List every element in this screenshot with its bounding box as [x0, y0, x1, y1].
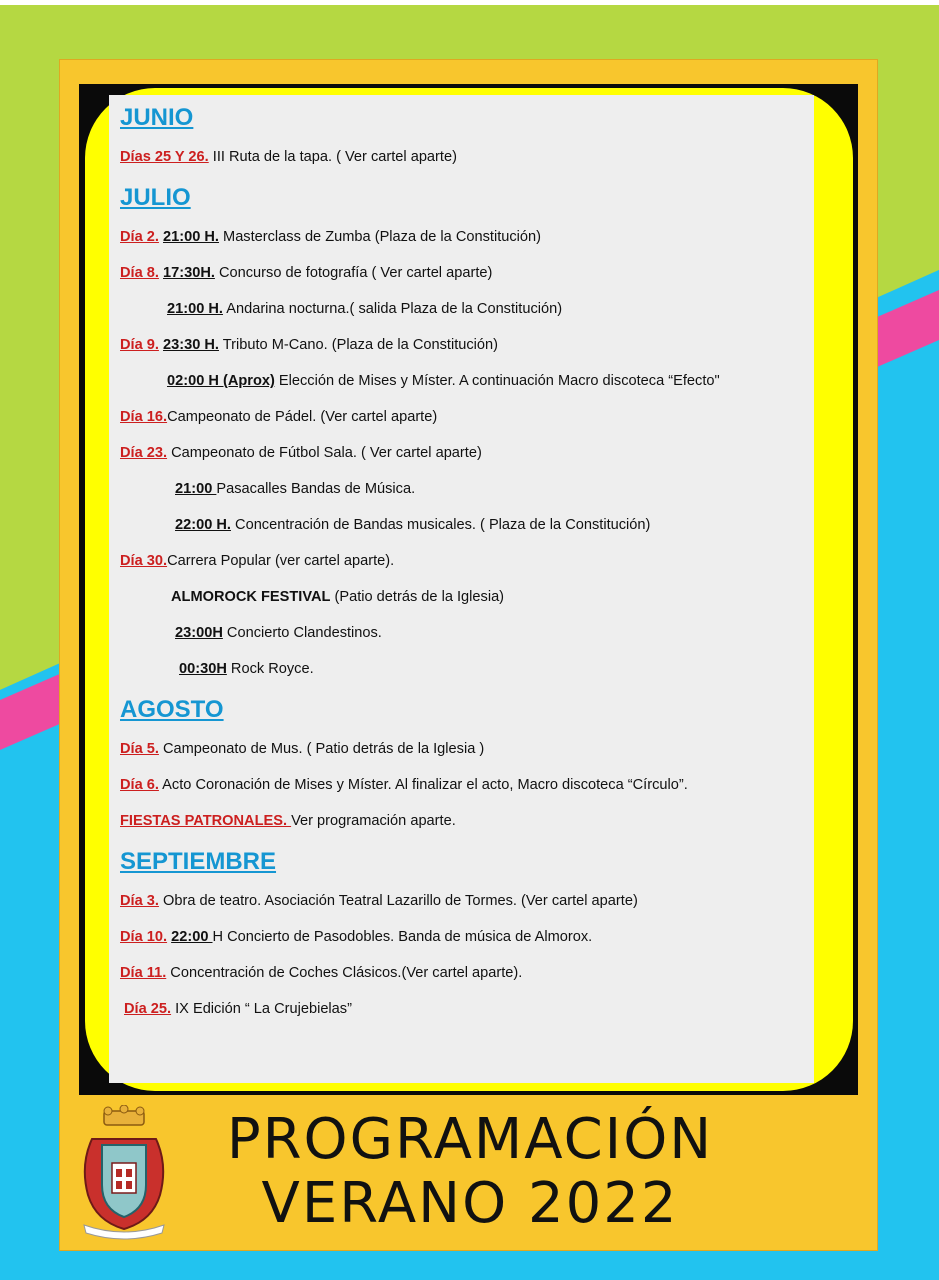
schedule-entry	[120, 479, 814, 499]
entry-day: Día 16.	[120, 409, 168, 425]
entry-time: 23:00H	[175, 625, 223, 641]
schedule-entry	[120, 999, 814, 1019]
schedule-entry	[120, 659, 814, 679]
title-line-2: VERANO 2022	[261, 1171, 679, 1236]
entry-text: Concierto Clandestinos.	[222, 625, 382, 641]
entry-text: Tributo M-Cano. (Plaza de la Constitución)	[218, 337, 499, 353]
schedule-entry	[120, 299, 814, 319]
entry-text: Concurso de fotografía ( Ver cartel aparte)	[214, 265, 493, 281]
schedule-entry	[120, 775, 814, 795]
festival-name: ALMOROCK FESTIVAL	[171, 589, 331, 605]
coat-of-arms-icon	[74, 1105, 174, 1245]
title-line-1: PROGRAMACIÓN	[226, 1107, 714, 1172]
schedule-entry	[120, 515, 814, 535]
entry-text: IX Edición “ La Crujebielas”	[171, 1001, 352, 1017]
entry-time: 22:00 H.	[175, 517, 231, 533]
entry-text: Acto Coronación de Mises y Míster. Al finalizar el acto, Macro discoteca “Círculo”.	[158, 777, 688, 793]
entry-day: Día 2.	[120, 229, 159, 245]
month-heading: SEPTIEMBRE	[120, 848, 277, 875]
entry-time: 17:30H.	[163, 265, 215, 281]
entry-text: Concentración de Coches Clásicos.(Ver cartel aparte).	[166, 965, 523, 981]
entry-day: Día 11.	[120, 965, 167, 981]
entry-time: 00:30H	[179, 661, 227, 677]
entry-time: 23:30 H.	[163, 337, 219, 353]
entry-text: (Patio detrás de la Iglesia)	[330, 589, 505, 605]
entry-text: Masterclass de Zumba (Plaza de la Constitución)	[218, 229, 541, 245]
entry-time: 21:00 H.	[163, 229, 219, 245]
schedule-entry	[120, 227, 814, 247]
schedule-entry	[120, 739, 814, 759]
entry-day: Día 6.	[120, 777, 159, 793]
month-heading: JUNIO	[120, 104, 194, 131]
entry-text: H Concierto de Pasodobles. Banda de música de Almorox.	[212, 929, 593, 945]
entry-text: Elección de Mises y Míster. A continuación Macro discoteca “Efecto"	[274, 373, 720, 389]
entry-day: Días 25 Y 26.	[120, 149, 209, 165]
entry-day: FIESTAS PATRONALES.	[120, 813, 292, 829]
schedule-entry	[120, 927, 814, 947]
schedule-sheet	[109, 95, 814, 1083]
entry-text: Campeonato de Pádel. (Ver cartel aparte)	[167, 409, 438, 425]
schedule-entry	[120, 587, 814, 607]
entry-time: 22:00	[171, 929, 213, 945]
entry-text: Campeonato de Mus. ( Patio detrás de la Iglesia )	[158, 741, 485, 757]
entry-day: Día 9.	[120, 337, 159, 353]
poster-title	[200, 1108, 740, 1236]
entry-day: Día 10.	[120, 929, 168, 945]
entry-text: Pasacalles Bandas de Música.	[216, 481, 416, 497]
entry-day: Día 25.	[124, 1001, 172, 1017]
entry-text: Andarina nocturna.( salida Plaza de la Constitución)	[222, 301, 563, 317]
schedule-entry	[120, 335, 814, 355]
schedule-entry	[120, 811, 814, 831]
entry-day: Día 8.	[120, 265, 159, 281]
schedule-entry	[120, 891, 814, 911]
entry-text: Campeonato de Fútbol Sala. ( Ver cartel aparte)	[167, 445, 482, 461]
month-heading: JULIO	[120, 184, 191, 211]
schedule-entry	[120, 551, 814, 571]
entry-text: Obra de teatro. Asociación Teatral Lazarillo de Tormes. (Ver cartel aparte)	[158, 893, 638, 909]
schedule-entry	[120, 147, 814, 167]
schedule-entry	[120, 263, 814, 283]
entry-text: Carrera Popular (ver cartel aparte).	[167, 553, 395, 569]
entry-day: Día 5.	[120, 741, 159, 757]
entry-time: 21:00	[175, 481, 217, 497]
entry-text: Rock Royce.	[226, 661, 314, 677]
schedule-entry	[120, 623, 814, 643]
entry-time: 02:00 H (Aprox)	[167, 373, 275, 389]
schedule-entry	[120, 443, 814, 463]
month-heading: AGOSTO	[120, 696, 224, 723]
schedule-entry	[120, 371, 814, 391]
schedule-entry	[120, 963, 814, 983]
entry-day: Día 30.	[120, 553, 168, 569]
schedule-entry	[120, 407, 814, 427]
entry-text: Ver programación aparte.	[291, 813, 456, 829]
entry-day: Día 3.	[120, 893, 159, 909]
entry-text: III Ruta de la tapa. ( Ver cartel aparte)	[208, 149, 457, 165]
entry-time: 21:00 H.	[167, 301, 223, 317]
entry-day: Día 23.	[120, 445, 168, 461]
entry-text: Concentración de Bandas musicales. ( Plaza de la Constitución)	[230, 517, 651, 533]
